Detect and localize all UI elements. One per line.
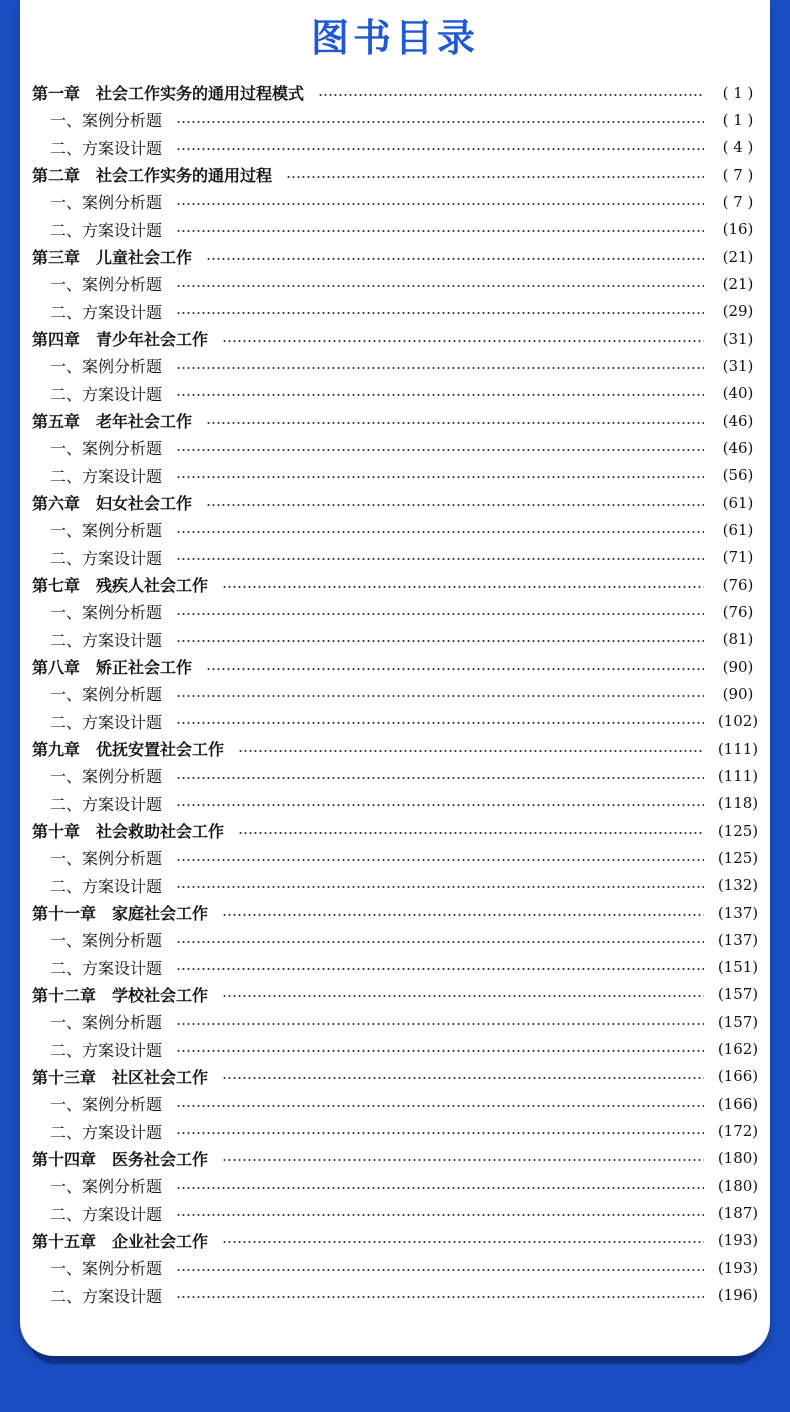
dot-leader [176,230,704,232]
toc-section-row [32,1090,762,1117]
toc-section-row [32,872,762,899]
toc-section-row [32,298,762,325]
toc-entry-label: 第十三章 社区社会工作 [32,1067,209,1087]
toc-entry-label: 二、方案设计题 [50,1286,163,1306]
dot-leader [206,258,704,260]
dot-leader [206,668,704,670]
dot-leader [176,1214,704,1216]
toc-entry-label: 第十一章 家庭社会工作 [32,904,209,923]
toc-section-row [32,844,762,871]
toc-section-row [32,708,762,735]
toc-entry-label: 一、案例分析题 [50,1177,163,1197]
toc-chapter-row [32,489,762,516]
toc-page-number: (196) [717,1286,759,1305]
dot-leader [176,121,704,123]
toc-entry-label: 一、案例分析题 [50,767,163,787]
toc-page-number: (81) [722,630,754,649]
toc-page-number: (111) [717,766,759,785]
toc-section-row [32,598,762,625]
dot-leader [222,1241,704,1243]
toc-chapter-row [32,981,762,1008]
toc-entry-label: 第三章 儿童社会工作 [32,248,193,268]
toc-entry-label: 第一章 社会工作实务的通用过程模式 [32,84,305,104]
toc-chapter-row [32,817,762,844]
toc-chapter-row [32,899,762,926]
toc-entry-label: 二、方案设计题 [50,1040,163,1060]
toc-section-row [32,544,762,571]
dot-leader [176,148,704,150]
dot-leader [176,695,704,697]
toc-section-row [32,1172,762,1199]
toc-section-row [32,106,762,133]
toc-page-number: (76) [722,602,754,621]
toc-page-number: (193) [717,1258,759,1277]
toc-page-number: (90) [722,657,754,676]
dot-leader [176,1269,704,1271]
toc-section-row [32,926,762,953]
toc-entry-label: 一、案例分析题 [50,1259,163,1279]
dot-leader [238,750,704,752]
toc-page-number: (187) [717,1204,759,1223]
toc-section-row [32,790,762,817]
toc-page-number: (118) [717,794,759,813]
dot-leader [222,586,704,588]
dot-leader [176,640,704,642]
toc-section-row [32,380,762,407]
dot-leader [176,859,704,861]
toc-chapter-row [32,325,762,352]
toc-entry-label: 二、方案设计题 [50,220,163,240]
toc-page-number: (46) [722,411,754,430]
toc-entry-label: 第五章 老年社会工作 [32,412,193,432]
dot-leader [176,449,704,451]
toc-entry-label: 第十章 社会救助社会工作 [32,822,225,842]
toc-section-row [32,270,762,297]
toc-entry-label: 第八章 矫正社会工作 [32,658,193,678]
toc-page-number: ( 1 ) [722,83,754,102]
dot-leader [176,722,704,724]
toc-page-number: (151) [717,958,759,977]
toc-page-number: (90) [722,684,754,703]
dot-leader [206,422,704,424]
toc-entry-label: 一、案例分析题 [50,193,163,213]
toc-page-number: (46) [722,438,754,457]
toc-entry-label: 一、案例分析题 [50,849,163,869]
toc-section-row [32,1199,762,1226]
toc-entry-label: 第七章 残疾人社会工作 [32,576,209,596]
toc-page-number: (21) [722,274,754,293]
toc-chapter-row [32,243,762,270]
dot-leader [176,777,704,779]
toc-entry-label: 二、方案设计题 [50,548,163,568]
toc-entry-label: 第十二章 学校社会工作 [32,985,209,1005]
toc-chapter-row [32,79,762,106]
toc-section-row [32,680,762,707]
toc-entry-label: 一、案例分析题 [50,931,163,951]
toc-section-row [32,762,762,789]
toc-entry-label: 二、方案设计题 [50,138,163,158]
dot-leader [176,886,704,888]
toc-page-number: (61) [722,493,754,512]
table-of-contents [32,79,762,1309]
toc-entry-label: 第十五章 企业社会工作 [32,1231,209,1251]
toc-page-number: (71) [722,548,754,567]
toc-section-row [32,134,762,161]
toc-entry-label: 一、案例分析题 [50,1095,163,1115]
dot-leader [176,312,704,314]
toc-page-number: (76) [722,575,754,594]
toc-section-row [32,954,762,981]
toc-entry-label: 一、案例分析题 [50,1013,163,1033]
toc-page-number: (125) [717,848,759,867]
toc-section-row [32,216,762,243]
dot-leader [176,941,704,943]
toc-entry-label: 一、案例分析题 [50,685,163,705]
page-title: 图书目录 [310,16,479,60]
toc-page-number: (102) [717,712,759,731]
toc-entry-label: 一、案例分析题 [50,357,163,377]
toc-page-number: (21) [722,247,754,266]
toc-section-row [32,352,762,379]
toc-section-row [32,434,762,461]
dot-leader [176,613,704,615]
toc-chapter-row [32,407,762,434]
toc-page-number: (61) [722,520,754,539]
toc-chapter-row [32,1227,762,1254]
dot-leader [176,1132,704,1134]
toc-entry-label: 一、案例分析题 [50,275,163,295]
dot-leader [176,367,704,369]
dot-leader [176,558,704,560]
toc-page-number: ( 1 ) [722,110,754,129]
toc-chapter-row [32,735,762,762]
dot-leader [222,995,704,997]
toc-page-number: (125) [717,821,759,840]
toc-entry-label: 二、方案设计题 [50,1204,163,1224]
toc-entry-label: 二、方案设计题 [50,302,163,322]
toc-entry-label: 二、方案设计题 [50,384,163,404]
toc-page-number: (157) [717,1012,759,1031]
toc-chapter-row [32,1145,762,1172]
toc-page-number: (137) [717,930,759,949]
toc-page-number: (29) [722,302,754,321]
toc-page-number: (162) [717,1040,759,1059]
dot-leader [176,1023,704,1025]
toc-entry-label: 一、案例分析题 [50,521,163,541]
dot-leader [238,832,704,834]
toc-page-number: (157) [717,985,759,1004]
toc-entry-label: 二、方案设计题 [50,958,163,978]
toc-section-row [32,1117,762,1144]
toc-page-number: (193) [717,1231,759,1250]
toc-chapter-row [32,161,762,188]
dot-leader [176,394,704,396]
toc-entry-label: 二、方案设计题 [50,466,163,486]
dot-leader [286,176,704,178]
dot-leader [222,340,704,342]
dot-leader [222,914,704,916]
toc-page-number: (56) [722,466,754,485]
dot-leader [176,1105,704,1107]
dot-leader [176,285,704,287]
toc-section-row [32,1035,762,1062]
toc-entry-label: 二、方案设计题 [50,1122,163,1142]
dot-leader [176,968,704,970]
toc-entry-label: 二、方案设计题 [50,876,163,896]
toc-chapter-row [32,653,762,680]
toc-entry-label: 第四章 青少年社会工作 [32,330,209,350]
toc-entry-label: 一、案例分析题 [50,603,163,623]
toc-page-number: (180) [717,1149,759,1168]
toc-entry-label: 二、方案设计题 [50,630,163,650]
dot-leader [176,1187,704,1189]
toc-page-number: (166) [717,1094,759,1113]
toc-chapter-row [32,1063,762,1090]
dot-leader [222,1159,704,1161]
toc-page-number: (31) [722,329,754,348]
toc-page-number: (166) [717,1067,759,1086]
toc-page-number: (137) [717,903,759,922]
toc-section-row [32,1281,762,1308]
toc-page-number: ( 4 ) [722,138,754,157]
toc-section-row [32,516,762,543]
dot-leader [222,1077,704,1079]
toc-section-row [32,1254,762,1281]
toc-entry-label: 二、方案设计题 [50,712,163,732]
toc-entry-label: 第二章 社会工作实务的通用过程 [32,166,273,186]
toc-entry-label: 第九章 优抚安置社会工作 [32,740,225,760]
dot-leader [176,203,704,205]
toc-page-number: ( 7 ) [722,165,754,184]
toc-page-number: (40) [722,384,754,403]
toc-page-number: (31) [722,356,754,375]
toc-section-row [32,188,762,215]
toc-page-number: (180) [717,1176,759,1195]
toc-page-number: ( 7 ) [722,192,754,211]
dot-leader [176,804,704,806]
toc-entry-label: 二、方案设计题 [50,794,163,814]
dot-leader [176,476,704,478]
toc-section-row [32,462,762,489]
dot-leader [206,504,704,506]
dot-leader [318,94,704,96]
dot-leader [176,1050,704,1052]
toc-page-number: (172) [717,1122,759,1141]
toc-section-row [32,626,762,653]
toc-page-number: (111) [717,739,759,758]
toc-entry-label: 第十四章 医务社会工作 [32,1149,209,1169]
toc-entry-label: 第六章 妇女社会工作 [32,494,193,514]
toc-entry-label: 一、案例分析题 [50,111,163,131]
toc-page-number: (132) [717,876,759,895]
toc-section-row [32,1008,762,1035]
toc-page-number: (16) [722,220,754,239]
toc-entry-label: 一、案例分析题 [50,439,163,459]
dot-leader [176,531,704,533]
dot-leader [176,1296,704,1298]
toc-chapter-row [32,571,762,598]
